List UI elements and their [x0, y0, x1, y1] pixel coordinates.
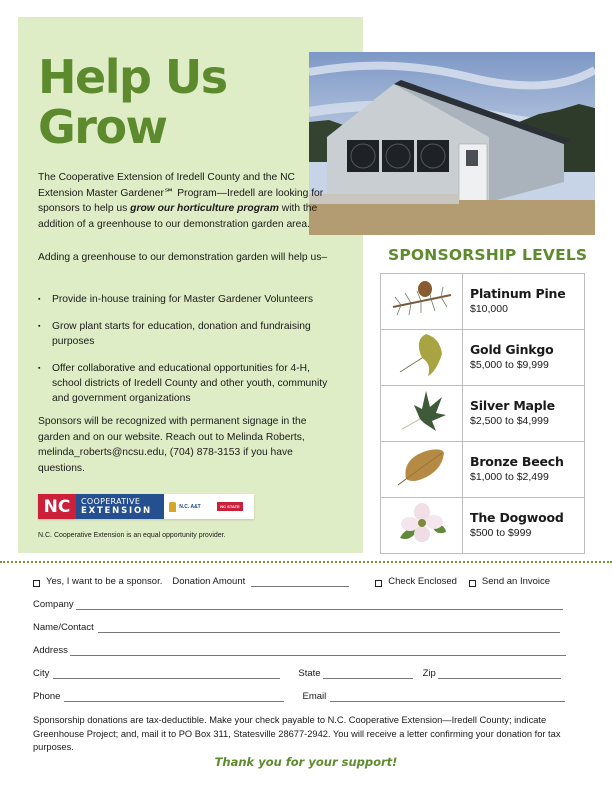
- table-row: [381, 386, 585, 442]
- greenhouse-photo: [309, 52, 595, 235]
- sponsor-checkbox-label: Yes, I want to be a sponsor.: [46, 576, 163, 587]
- level-range: $2,500 to $4,999: [470, 415, 549, 427]
- aggie-icon: [169, 502, 176, 512]
- list-item: ▪ Grow plant starts for education, donation and fundraising purposes: [38, 319, 338, 349]
- thank-you-message: Thank you for your support!: [214, 755, 398, 769]
- level-name: Bronze Beech: [470, 454, 564, 469]
- adding-paragraph: Adding a greenhouse to our demonstration garden will help us–: [38, 252, 328, 263]
- nc-aandt-logo: N.C. A&T: [164, 494, 206, 519]
- level-name: Platinum Pine: [470, 286, 566, 301]
- intro-paragraph: The Cooperative Extension of Iredell County and the NC Extension Master Gardener℠ Program—Iredell are looking for sponsors to help us grow our horticulture program with the addition of a greenhouse to our demonstration garden area.: [38, 172, 324, 230]
- level-name: The Dogwood: [470, 510, 564, 525]
- company-field[interactable]: [76, 600, 563, 610]
- send-invoice-checkbox[interactable]: [469, 580, 476, 587]
- level-range: $10,000: [470, 303, 508, 315]
- address-field[interactable]: [70, 646, 566, 656]
- nc-cooperative-extension-logo: [38, 494, 254, 519]
- company-label: Company: [33, 599, 74, 610]
- send-invoice-label: Send an Invoice: [481, 576, 551, 587]
- sponsor-checkbox[interactable]: [33, 580, 40, 587]
- nc-logo-mark: NC: [38, 494, 76, 519]
- sponsorship-levels-heading: SPONSORSHIP LEVELS: [388, 246, 588, 264]
- table-row: [381, 274, 585, 330]
- intro-emphasis: grow our horticulture program: [130, 203, 279, 214]
- ginkgo-leaf-icon: [392, 332, 452, 378]
- tax-deductible-note: Sponsorship donations are tax-deductible. Make your check payable to N.C. Cooperative Extension—Iredell County; indicate Greenhouse Project; and, mail it to PO Box 311, Statesville 28677-2942. You will receive a letter confirming your donation for tax purposes.: [33, 715, 561, 752]
- zip-label: Zip: [422, 668, 436, 679]
- level-range: $500 to $999: [470, 527, 532, 539]
- state-label: State: [298, 668, 321, 679]
- nc-state-logo: NC STATE: [206, 494, 254, 519]
- state-field[interactable]: [323, 669, 413, 679]
- sponsorship-levels-table: [380, 273, 585, 554]
- dotted-divider: [0, 561, 612, 563]
- city-label: City: [33, 668, 50, 679]
- list-item: ▪ Offer collaborative and educational opportunities for 4-H, school districts of Iredell County and other youth, community and government organizations: [38, 361, 338, 406]
- table-row: [381, 498, 585, 554]
- level-range: $5,000 to $9,999: [470, 359, 549, 371]
- name-contact-label: Name/Contact: [33, 622, 94, 633]
- donation-amount-field[interactable]: [251, 577, 349, 587]
- page-title: [38, 52, 227, 152]
- benefits-list: [38, 292, 338, 418]
- level-name: Gold Ginkgo: [470, 342, 554, 357]
- donation-amount-label: Donation Amount: [172, 576, 246, 587]
- check-enclosed-checkbox[interactable]: [375, 580, 382, 587]
- email-label: Email: [302, 691, 327, 702]
- level-range: $1,000 to $2,499: [470, 471, 549, 483]
- phone-label: Phone: [33, 691, 61, 702]
- cooperative-extension-wordmark: COOPERATIVE EXTENSION: [76, 494, 164, 519]
- phone-field[interactable]: [64, 692, 284, 702]
- city-field[interactable]: [53, 669, 280, 679]
- zip-field[interactable]: [438, 669, 561, 679]
- table-row: [381, 330, 585, 386]
- pine-branch-icon: [387, 277, 457, 321]
- address-label: Address: [33, 645, 68, 656]
- beech-leaf-icon: [392, 445, 452, 489]
- name-contact-field[interactable]: [98, 623, 560, 633]
- level-name: Silver Maple: [470, 398, 555, 413]
- dogwood-flower-icon: [392, 500, 452, 546]
- sponsors-paragraph: Sponsors will be recognized with permanent signage in the garden and on our website. Reach out to Melinda Roberts, melinda_roberts@ncsu.edu, (704) 878-3153 if you have questions.: [38, 416, 307, 474]
- email-field[interactable]: [330, 692, 565, 702]
- table-row: [381, 442, 585, 498]
- maple-leaf-icon: [392, 387, 452, 435]
- title-line-1: Help Us: [38, 50, 227, 104]
- check-enclosed-label: Check Enclosed: [388, 576, 457, 587]
- title-line-2: Grow: [38, 100, 167, 154]
- equal-opportunity-statement: N.C. Cooperative Extension is an equal opportunity provider.: [38, 532, 226, 539]
- list-item: ▪ Provide in-house training for Master Gardener Volunteers: [38, 292, 338, 307]
